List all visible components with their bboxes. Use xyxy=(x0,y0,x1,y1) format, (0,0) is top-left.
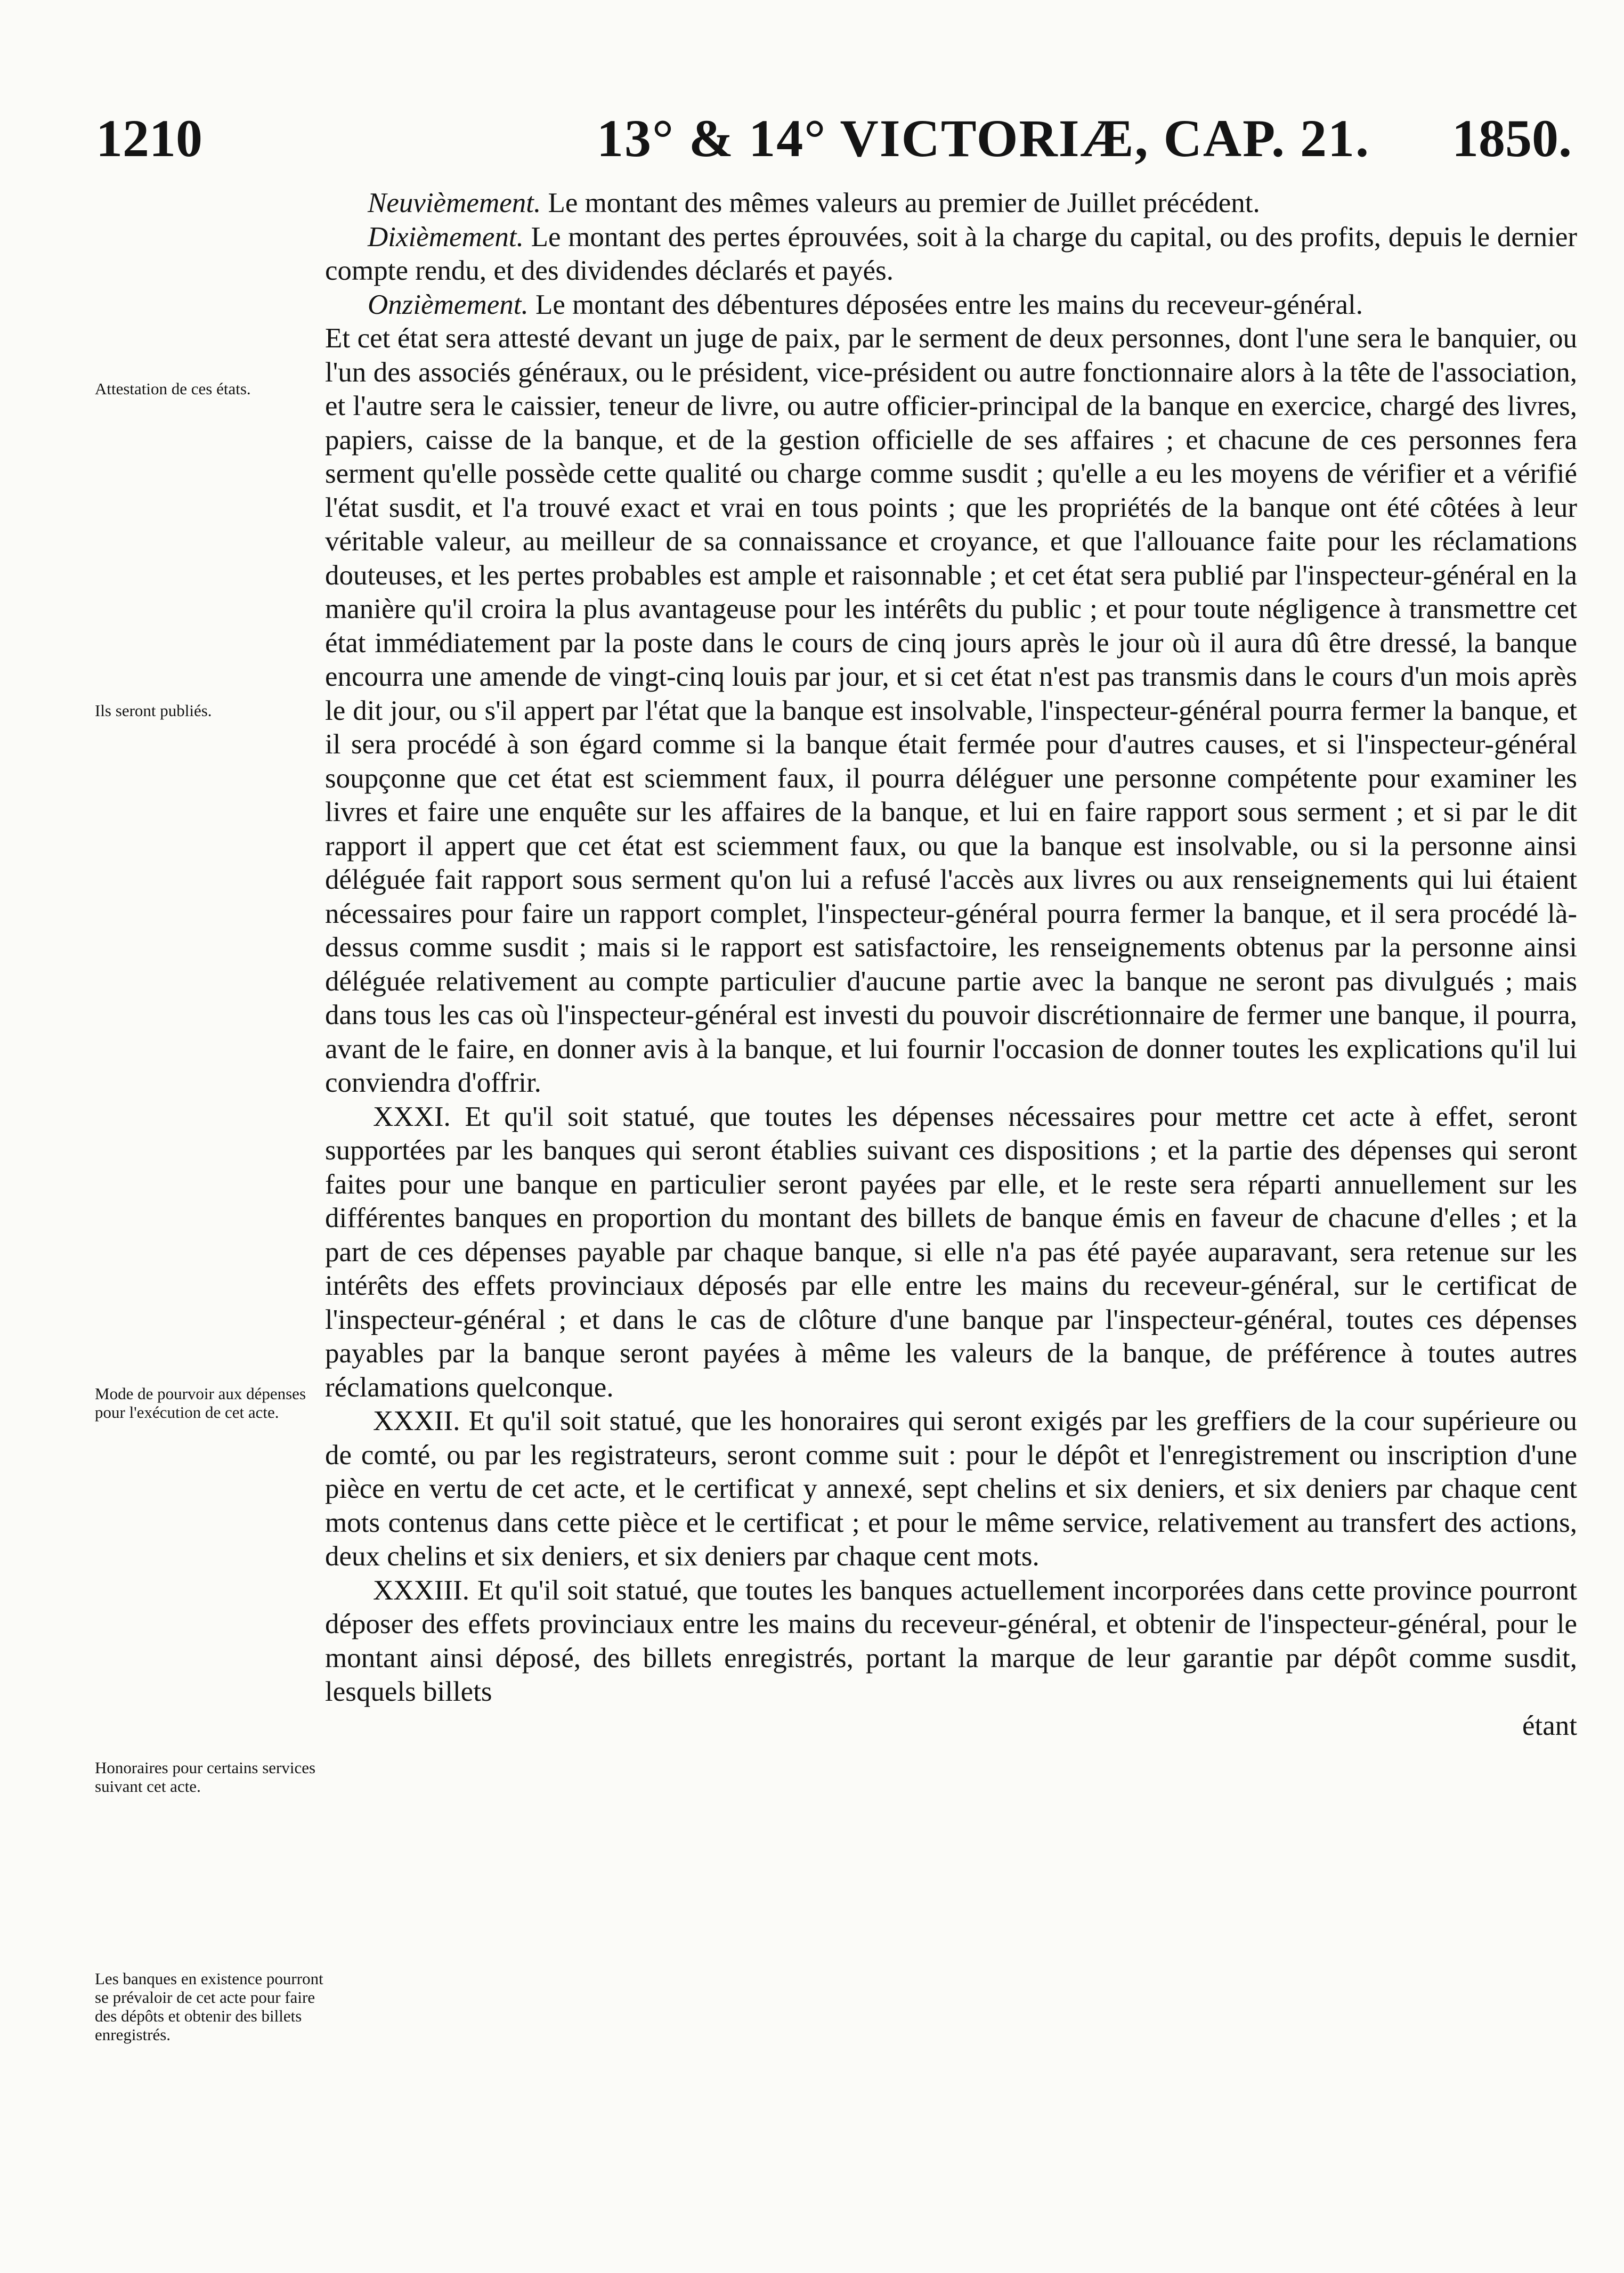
section-xxxi: XXXI. Et qu'il soit statué, que toutes les dépenses nécessaires pour mettre cet acte à effet, seront supportées par les banques qui seront établies suivant ces dispositions ; et la partie des dépenses qui seront faites pour une banque en particulier seront payées par elle, et le reste sera réparti annuellement sur les différentes banques en proportion du montant des billets de banque émis en faveur de chacune d'elles ; et la part de ces dépenses payable par chaque banque, si elle n'a pas été payée auparavant, sera retenue sur les intérêts des effets provinciaux déposés par elle entre les mains du receveur-général, sur le certificat de l'inspecteur-général ; et dans le cas de clôture d'une banque par l'inspecteur-général, toutes ces dépenses payables par la banque seront payées à même les valeurs de la banque, de préférence à toutes autres réclamations quelconque. xyxy=(325,1101,1577,1403)
item-eleventh-text: Le montant des débentures déposées entre les mains du receveur-général. xyxy=(528,289,1363,320)
margin-note-attestation: Attestation de ces états. xyxy=(95,379,251,398)
item-ninth-text: Le montant des mêmes valeurs au premier de Juillet précédent. xyxy=(541,188,1260,218)
running-header xyxy=(96,107,1572,171)
margin-note-existing-banks: Les banques en existence pourront se prévaloir de cet acte pour faire des dépôts et obtenir des billets enregistrés. xyxy=(95,1969,323,2044)
item-tenth-text: Le montant des pertes éprouvées, soit à la charge du capital, ou des profits, depuis le dernier compte rendu, et des dividendes déclarés et payés. xyxy=(325,221,1577,286)
item-ninth-lead: Neuvièmement. xyxy=(368,188,541,218)
main-text xyxy=(325,186,1577,1743)
item-eleventh xyxy=(325,288,1577,322)
page-title: 13° & 14° VICTORIÆ, CAP. 21. xyxy=(597,109,1370,168)
item-tenth-lead: Dixièmement. xyxy=(368,221,524,253)
section-xxxiii: XXXIII. Et qu'il soit statué, que toutes les banques actuellement incorporées dans cette province pourront déposer des effets provinciaux entre les mains du receveur-général, et obtenir de l'inspecteur-général, pour le montant ainsi déposé, des billets enregistrés, portant la marque de leur garantie par dépôt comme susdit, lesquels billets xyxy=(325,1574,1577,1707)
section-xxxii: XXXII. Et qu'il soit statué, que les honoraires qui seront exigés par les greffiers de la cour supérieure ou de comté, ou par les registrateurs, seront comme suit : pour le dépôt et l'enregistrement ou inscription d'une pièce en vertu de cet acte, et le certificat y annexé, sept chelins et six deniers, et six deniers par chaque cent mots contenus dans cette pièce et le certificat ; et pour le même service, relativement au transfert des actions, deux chelins et six deniers, et six deniers par chaque cent mots. xyxy=(325,1406,1577,1572)
margin-note-publication: Ils seront publiés. xyxy=(95,701,212,720)
item-tenth xyxy=(325,221,1577,288)
item-eleventh-lead: Onzièmement. xyxy=(368,289,529,320)
catchword: étant xyxy=(1522,1710,1577,1741)
margin-note-expenses: Mode de pourvoir aux dépenses pour l'exécution de cet acte. xyxy=(95,1384,306,1422)
item-ninth xyxy=(325,186,1577,221)
margin-note-fees: Honoraires pour certains services suivant cet acte. xyxy=(95,1758,316,1796)
attestation-paragraph: Et cet état sera attesté devant un juge de paix, par le serment de deux personnes, dont l'une sera le banquier, ou l'un des associés généraux, ou le président, vice-président ou autre fonctionnaire alors à la tête de l'association, et l'autre sera le caissier, teneur de livre, ou autre officier-principal de la banque en exercice, chargé des livres, papiers, caisse de la banque, et de la gestion officielle de ses affaires ; et chacune de ces personnes fera serment qu'elle possède cette qualité ou charge comme susdit ; qu'elle a eu les moyens de vérifier et a vérifié l'état susdit, et l'a trouvé exact et vrai en tous points ; que les propriétés de la banque ont été côtées à leur véritable valeur, au meilleur de sa connaissance et croyance, et que l'allouance faite pour les réclamations douteuses, et les pertes probables est ample et raisonnable ; et cet état sera publié par l'inspecteur-général en la manière qu'il croira la plus avantageuse pour les intérêts du public ; et pour toute négligence à transmettre cet état immédiatement par la poste dans le cours de cinq jours après le jour où il aura dû être dressé, la banque encourra une amende de vingt-cinq louis par jour, et si cet état n'est pas transmis dans le cours d'un mois après le dit jour, ou s'il appert par l'état que la banque est insolvable, l'inspecteur-général pourra fermer la banque, et il sera procédé à son égard comme si la banque était fermée pour d'autres causes, et si l'inspecteur-général soupçonne que cet état est sciemment faux, il pourra déléguer une personne compétente pour examiner les livres et faire une enquête sur les affaires de la banque, et lui en faire rapport sous serment ; et si par le dit rapport il appert que cet état est sciemment faux, ou que la banque est insolvable, ou si la personne ainsi déléguée fait rapport sous serment qu'on lui a refusé l'accès aux livres ou aux renseignements qui lui étaient nécessaires pour faire un rapport complet, l'inspecteur-général pourra fermer la banque, et il sera procédé là-dessus comme susdit ; mais si le rapport est satisfactoire, les renseignements obtenus par la personne ainsi déléguée relativement au compte particulier d'aucune partie avec la banque ne seront pas divulgués ; mais dans tous les cas où l'inspecteur-général est investi du pouvoir discrétionnaire de fermer une banque, il pourra, avant de le faire, en donner avis à la banque, et lui fournir l'occasion de donner toutes les explications qu'il lui conviendra d'offrir. xyxy=(325,323,1577,1098)
header-year: 1850. xyxy=(1452,109,1572,168)
page-number: 1210 xyxy=(96,109,202,168)
